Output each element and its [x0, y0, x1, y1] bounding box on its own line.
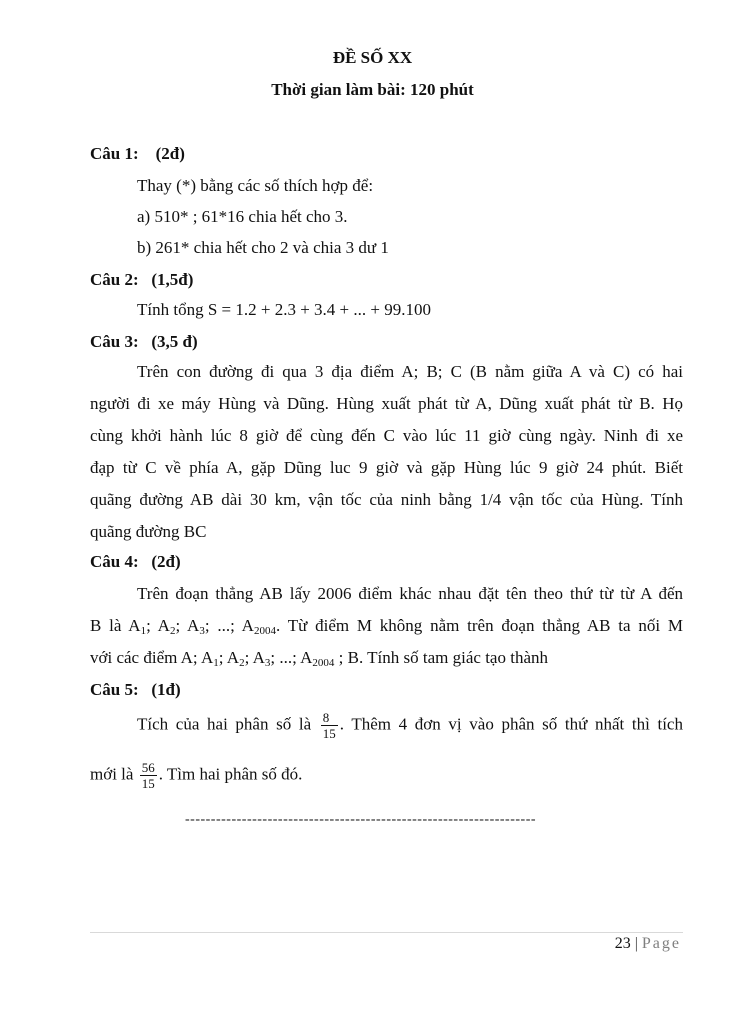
question-5-heading: Câu 5: (1đ): [90, 680, 181, 699]
question-4-line-3: với các điểm A; $A_1$; $A_2$; $A_3$; ...; $A_{2004}$ ; B. Tính số tam giác tạo thành: [90, 648, 548, 669]
question-1-line-1: Thay (*) bằng các số thích hợp để:: [137, 176, 374, 195]
page-number: 23: [614, 935, 631, 952]
page-label: Page: [641, 935, 681, 952]
question-5-line-2: mới là $\frac{56}{15}$ . Tìm hai phân số đó.: [90, 760, 303, 791]
fraction-8-15: $\frac{8}{15}$: [322, 710, 336, 741]
question-3-line-2: người đi xe máy Hùng và Dũng. Hùng xuất phát từ A, Dũng xuất phát từ B. Họ: [90, 394, 683, 413]
question-2-heading: Câu 2: (1,5đ): [90, 270, 194, 289]
question-4-line-1: Trên đoạn thẳng AB lấy 2006 điểm khác nhau đặt tên theo thứ từ từ A đến: [137, 584, 683, 603]
question-3-line-5: quãng đường AB dài 30 km, vận tốc của ninh bằng 1/4 vận tốc của Hùng. Tính: [90, 490, 683, 509]
footer-divider: |: [634, 935, 638, 952]
question-3-line-4: đạp từ C về phía A, gặp Dũng luc 9 giờ và gặp Hùng lúc 9 giờ 24 phút. Biết: [90, 458, 683, 477]
question-4-line-2: B là $A_1$; $A_2$; $A_3$; ...; $A_{2004}$. Từ điểm M không nằm trên đoạn thẳng AB ta nối M: [90, 616, 684, 637]
question-3-heading: Câu 3: (3,5 đ): [90, 332, 198, 351]
question-3-line-1: Trên con đường đi qua 3 địa điểm A; B; C (B nằm giữa A và C) có hai: [137, 362, 683, 381]
question-5-line-1: Tích của hai phân số là $\frac{8}{15}$ . Thêm 4 đơn vị vào phân số thứ nhất thì tích: [137, 710, 683, 741]
page-footer: [615, 935, 681, 953]
exam-duration: Thời gian làm bài: 120 phút: [271, 80, 474, 99]
question-3-line-6: quãng đường BC: [90, 522, 207, 541]
question-1-line-3: b) 261* chia hết cho 2 và chia 3 dư 1: [137, 238, 389, 257]
question-1-line-2: a) 510* ; 61*16 chia hết cho 3.: [137, 207, 348, 226]
question-2-line-1: Tính tổng S = 1.2 + 2.3 + 3.4 + ... + 99.100: [137, 300, 431, 319]
fraction-56-15: $\frac{56}{15}$: [141, 760, 155, 791]
question-4-heading: Câu 4: (2đ): [90, 552, 181, 571]
footer-rule: [90, 932, 683, 933]
question-1-heading: Câu 1: (2đ): [90, 144, 185, 163]
section-separator: --------------------------------------------------------------------: [185, 812, 537, 827]
exam-title: ĐỀ SỐ XX: [332, 48, 413, 67]
question-3-line-3: cùng khởi hành lúc 8 giờ để cùng đến C vào lúc 11 giờ cùng ngày. Ninh đi xe: [90, 426, 683, 445]
